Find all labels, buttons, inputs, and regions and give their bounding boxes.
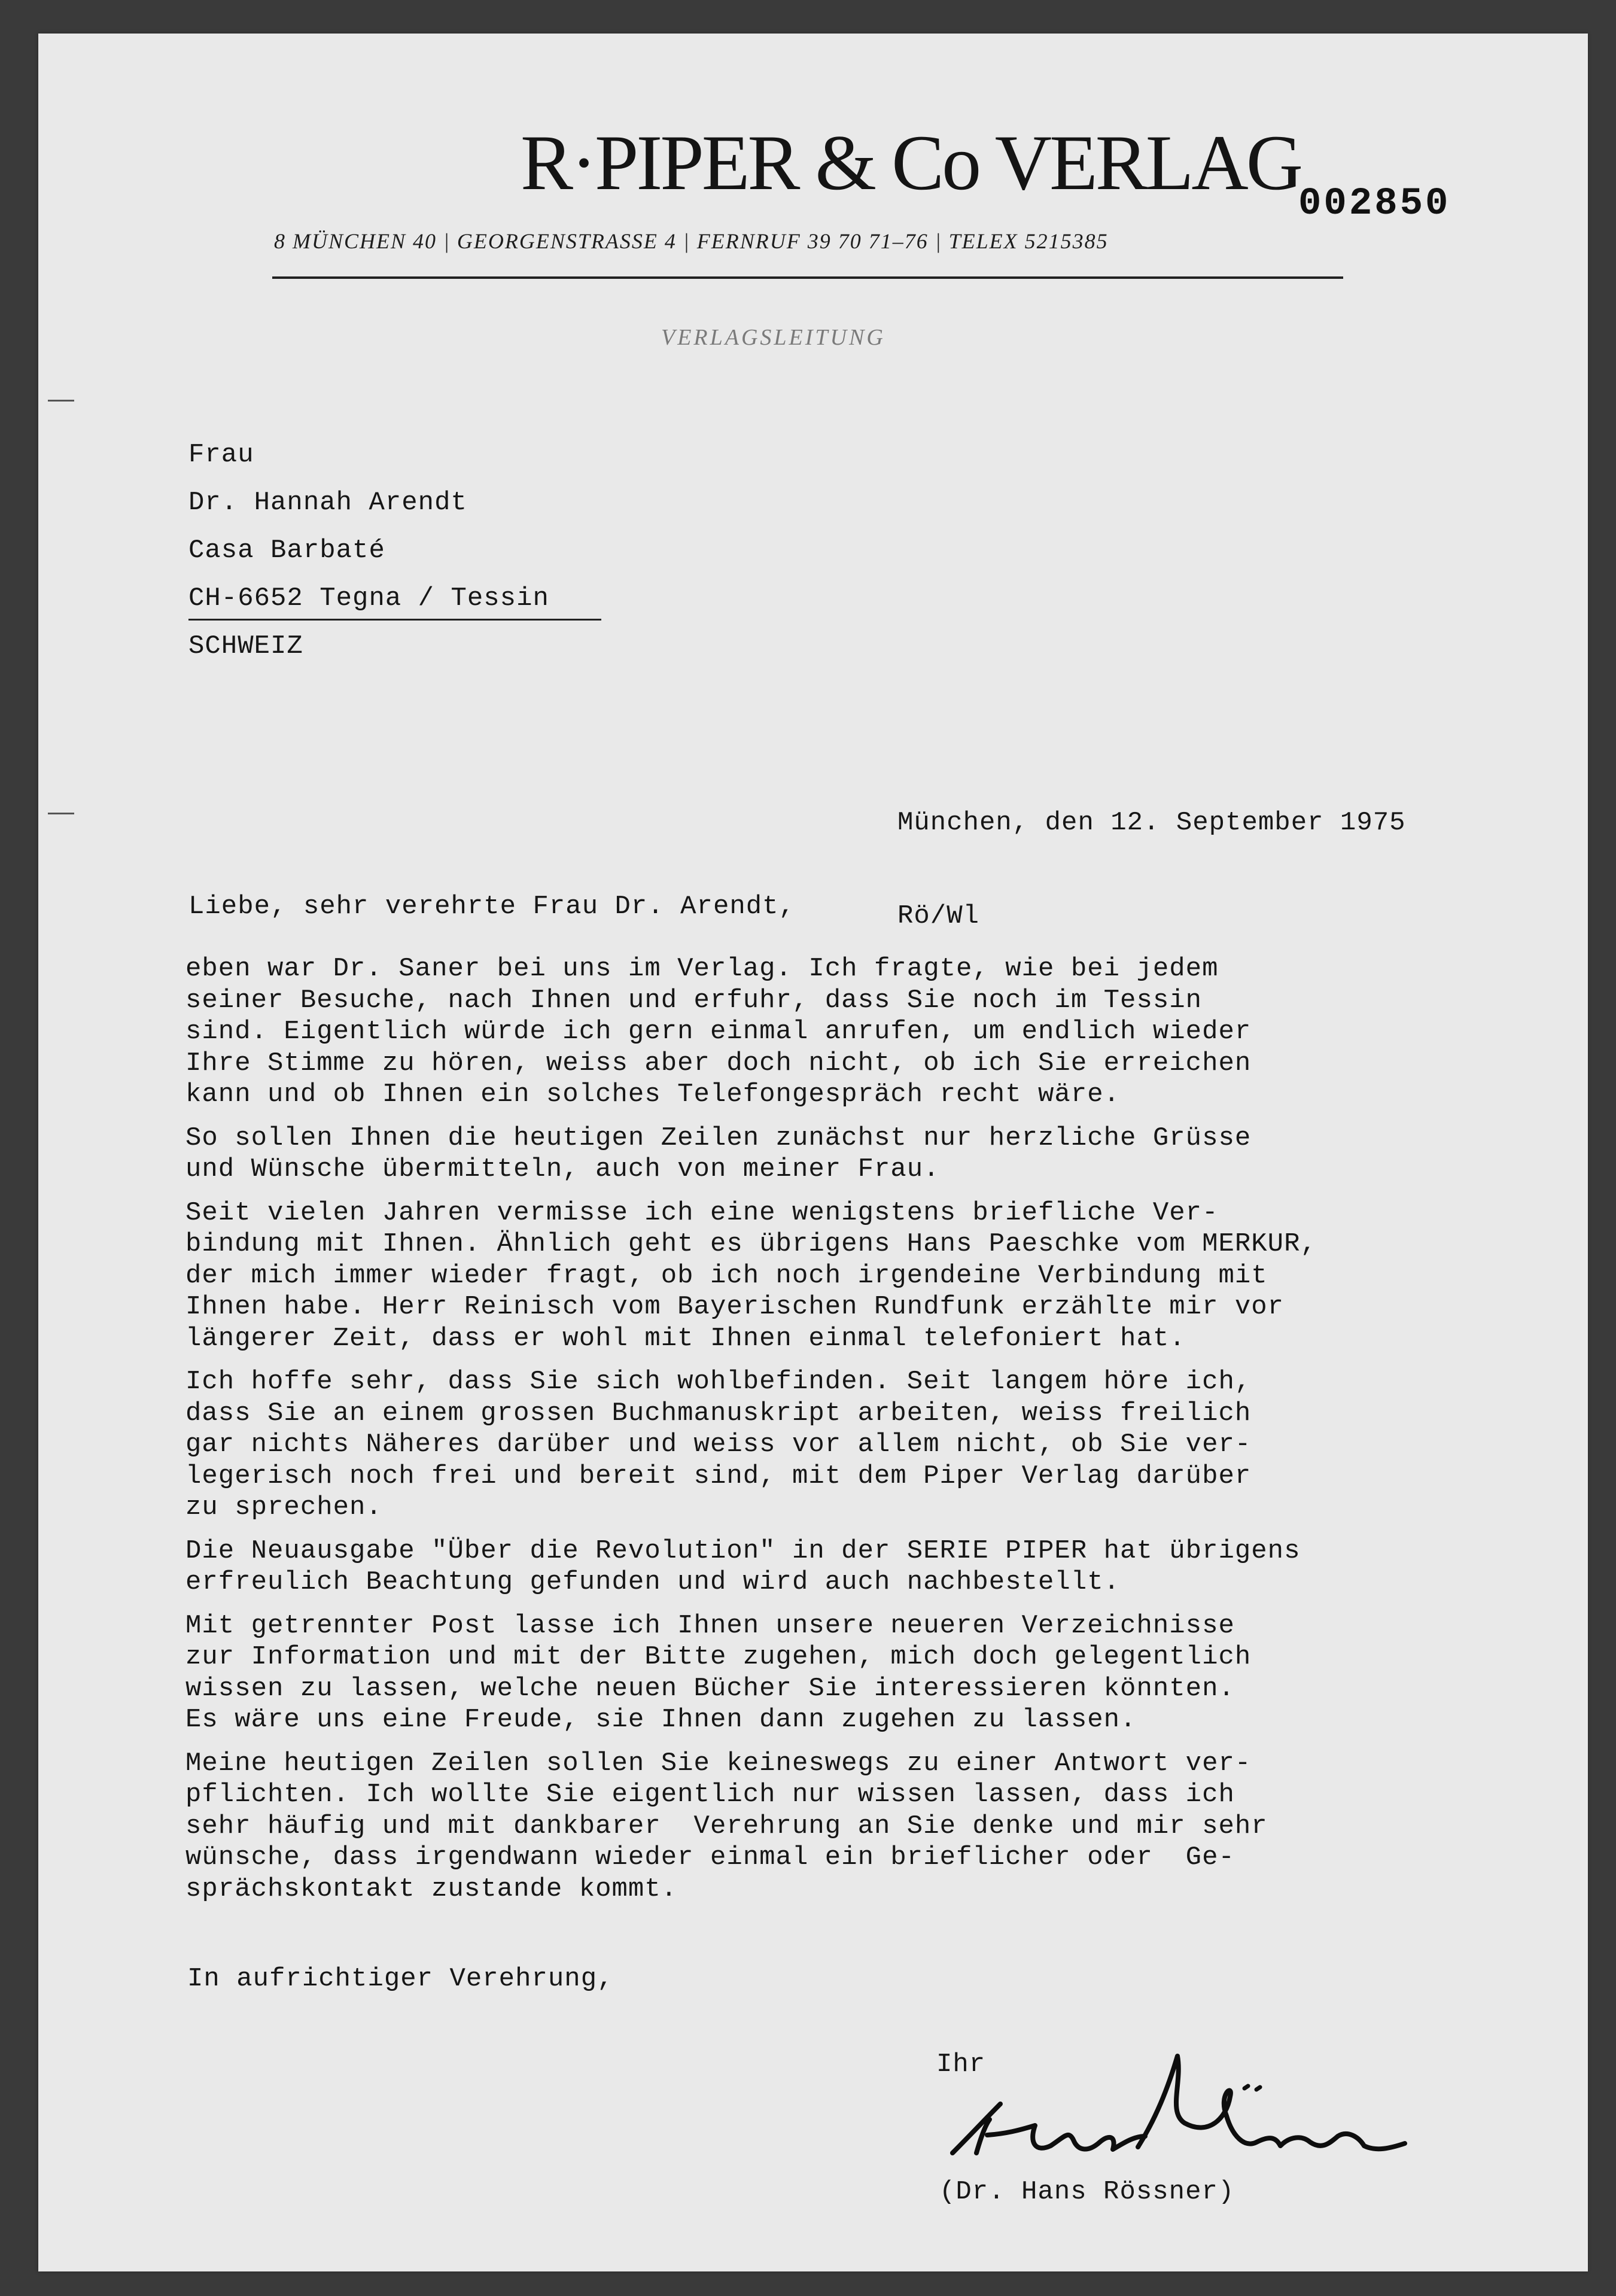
body-paragraph [185,1748,1442,1905]
body-paragraph [185,1197,1442,1355]
body-line: erfreulich Beachtung gefunden und wird auch nachbestellt. [185,1567,1121,1597]
body-line: Mit getrennter Post lasse ich Ihnen unsere neueren Verzeichnisse [185,1610,1235,1641]
body-paragraph [185,1123,1442,1185]
body-line: gar nichts Näheres darüber und weiss vor allem nicht, ob Sie ver- [185,1430,1252,1459]
body-line: zur Information und mit der Bitte zugehen, mich doch gelegentlich [185,1642,1252,1672]
closing: In aufrichtiger Verehrung, [187,1964,614,1994]
publisher-logo: R·PIPER & Co VERLAG [521,118,1301,206]
salutation: Liebe, sehr verehrte Frau Dr. Arendt, [188,892,795,922]
recipient-address [188,440,549,631]
body-line: Ihnen habe. Herr Reinisch vom Bayerischen Rundfunk erzählte mir vor [185,1292,1285,1322]
body-line: Ich hoffe sehr, dass Sie sich wohlbefinden. Seit langem höre ich, [185,1367,1252,1397]
body-line: und Wünsche übermitteln, auch von meiner Frau. [185,1154,940,1184]
document-number: 002850 [1298,183,1451,226]
body-line: sehr häufig und mit dankbarer Verehrung an Sie denke und mir sehr [185,1811,1268,1841]
body-line: der mich immer wieder fragt, ob ich noch irgendeine Verbindung mit [185,1260,1268,1291]
address-rule [188,619,601,621]
body-paragraph [185,953,1442,1111]
signer-name: (Dr. Hans Rössner) [939,2177,1235,2207]
fold-mark-top [48,400,74,402]
place-date: München, den 12. September 1975 [897,808,1406,838]
handwritten-signature [945,2046,1412,2184]
recipient-street: Casa Barbaté [188,536,385,565]
body-line: längerer Zeit, dass er wohl mit Ihnen einmal telefoniert hat. [185,1323,1186,1354]
body-line: bindung mit Ihnen. Ähnlich geht es übrigens Hans Paeschke vom MERKUR, [185,1229,1317,1259]
recipient-country: SCHWEIZ [188,631,303,661]
body-line: sind. Eigentlich würde ich gern einmal anrufen, um endlich wieder [185,1017,1252,1047]
fold-mark-middle [48,813,74,814]
body-line: So sollen Ihnen die heutigen Zeilen zunächst nur herzliche Grüsse [185,1123,1252,1153]
body-line: Es wäre uns eine Freude, sie Ihnen dann zugehen zu lassen. [185,1705,1137,1735]
reference-code: Rö/Wl [897,901,980,931]
body-line: pflichten. Ich wollte Sie eigentlich nur wissen lassen, dass ich [185,1780,1235,1810]
department-label: VERLAGSLEITUNG [661,325,885,350]
body-line: dass Sie an einem grossen Buchmanuskript arbeiten, weiss freilich [185,1398,1252,1428]
signoff: Ihr [936,2049,986,2079]
body-line: Die Neuausgabe "Über die Revolution" in der SERIE PIPER hat übrigens [185,1535,1301,1566]
body-line: zu sprechen. [185,1492,382,1522]
body-line: wissen zu lassen, welche neuen Bücher Sie interessieren könnten. [185,1673,1235,1704]
publisher-contact-line: 8 MÜNCHEN 40 | GEORGENSTRASSE 4 | FERNRUF 39 70 71–76 | TELEX 5215385 [274,229,1109,253]
recipient-name: Dr. Hannah Arendt [188,488,467,518]
letter-body [185,953,1442,1917]
body-line: eben war Dr. Saner bei uns im Verlag. Ich fragte, wie bei jedem [185,954,1219,984]
body-line: Ihre Stimme zu hören, weiss aber doch nicht, ob ich Sie erreichen [185,1048,1252,1078]
body-line: sprächskontakt zustande kommt. [185,1874,678,1904]
body-line: seiner Besuche, nach Ihnen und erfuhr, dass Sie noch im Tessin [185,985,1203,1015]
body-paragraph [185,1366,1442,1523]
body-paragraph [185,1610,1442,1736]
letterhead-rule [272,276,1343,279]
recipient-salutation-line: Frau [188,440,254,470]
body-line: kann und ob Ihnen ein solches Telefongespräch recht wäre. [185,1079,1121,1109]
body-line: wünsche, dass irgendwann wieder einmal ein brieflicher oder Ge- [185,1842,1235,1872]
body-line: legerisch noch frei und bereit sind, mit dem Piper Verlag darüber [185,1461,1252,1491]
body-line: Seit vielen Jahren vermisse ich eine wenigstens briefliche Ver- [185,1197,1219,1228]
recipient-city: CH-6652 Tegna / Tessin [188,583,549,613]
body-line: Meine heutigen Zeilen sollen Sie keineswegs zu einer Antwort ver- [185,1748,1252,1778]
body-paragraph [185,1535,1442,1598]
